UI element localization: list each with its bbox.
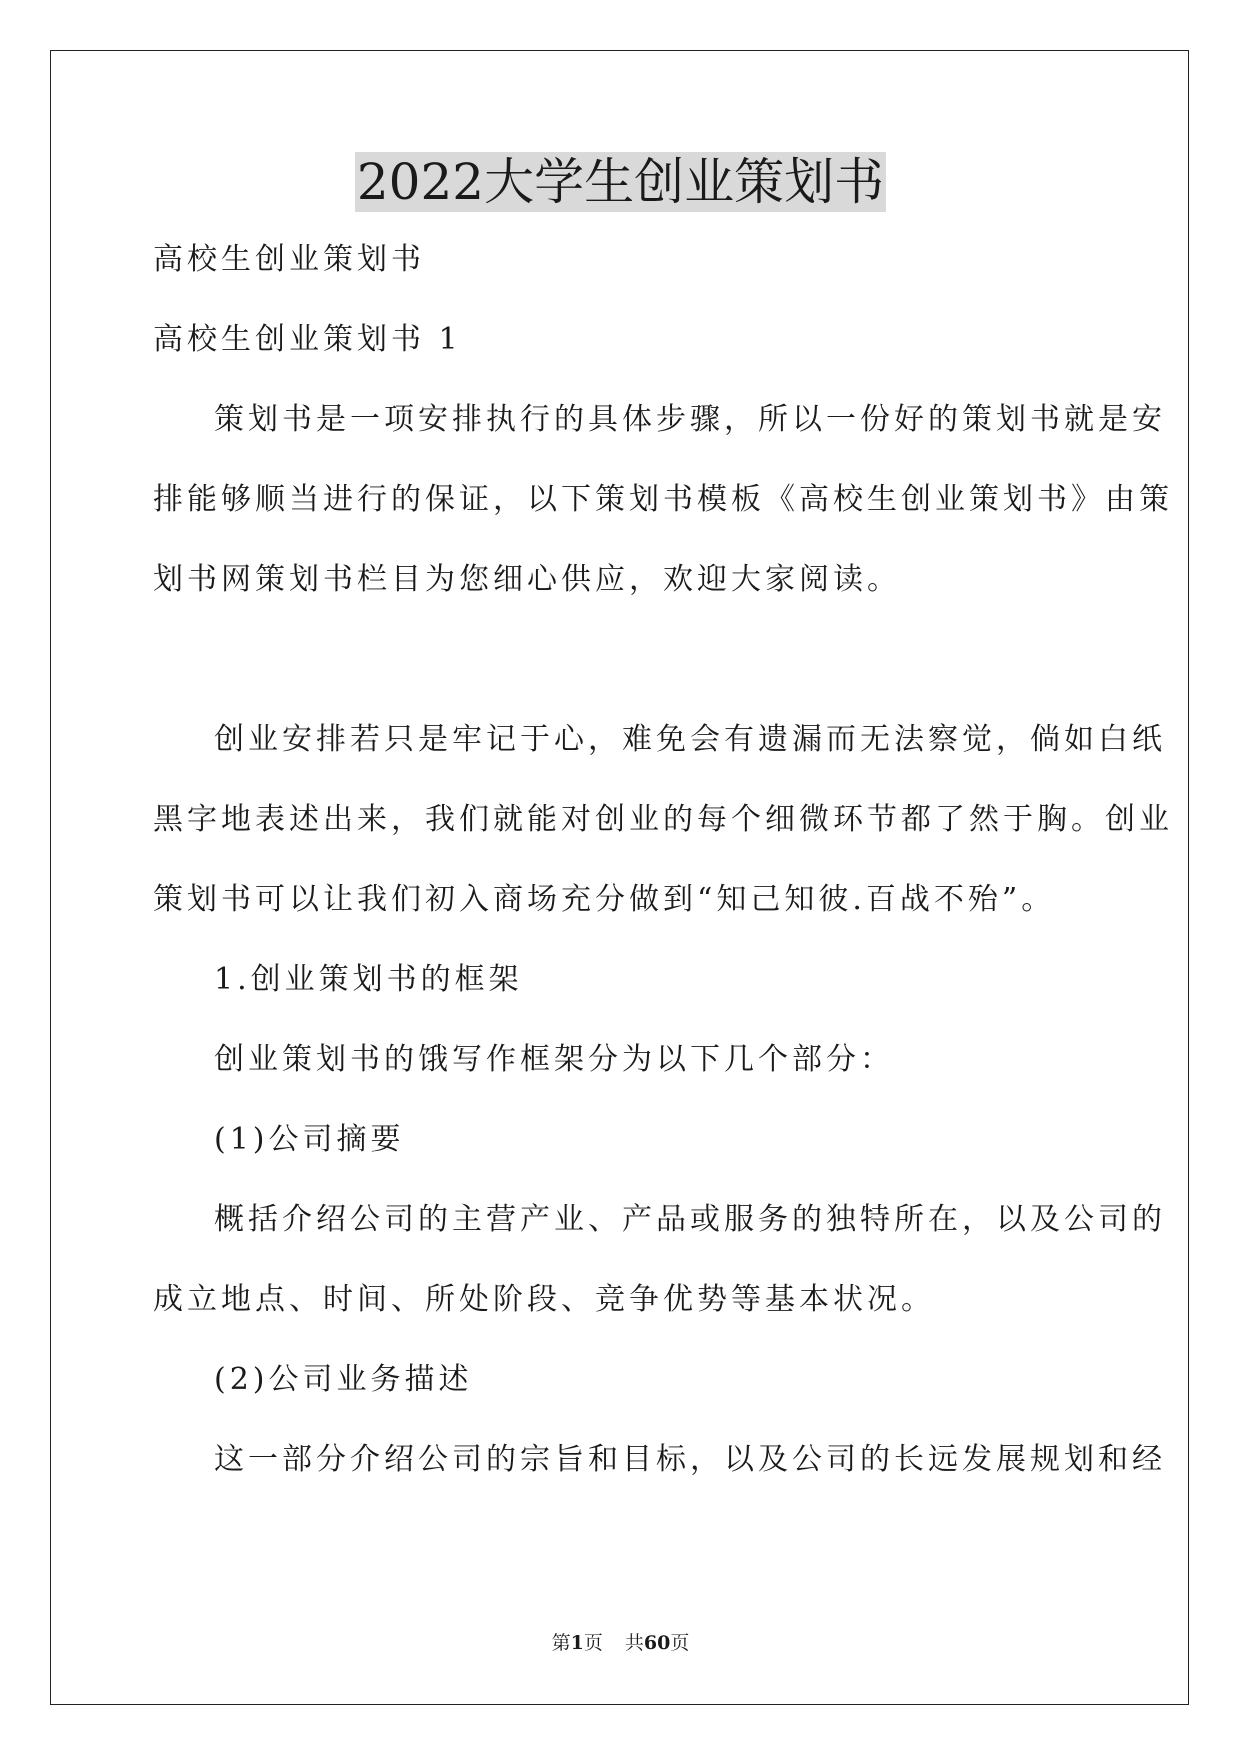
- total-suffix: 页: [670, 1632, 690, 1654]
- list-heading: 1.创业策划书的框架: [214, 962, 523, 997]
- paragraph-line: 排能够顺当进行的保证，以下策划书模板《高校生创业策划书》由策: [153, 482, 1173, 517]
- paragraph-line: 策划书是一项安排执行的具体步骤，所以一份好的策划书就是安: [214, 402, 1166, 437]
- paragraph-line: 成立地点、时间、所处阶段、竞争优势等基本状况。: [153, 1282, 935, 1317]
- page-number: 1: [570, 1632, 584, 1654]
- paragraph-line: 创业策划书的饿写作框架分为以下几个部分：: [214, 1042, 894, 1077]
- paragraph-line: 策划书可以让我们初入商场充分做到“知己知彼.百战不殆”。: [153, 882, 1056, 917]
- paragraph-line: 概括介绍公司的主营产业、产品或服务的独特所在，以及公司的: [214, 1202, 1166, 1237]
- total-prefix: 共: [624, 1632, 644, 1654]
- page-prefix: 第: [551, 1632, 571, 1654]
- title-container: [0, 152, 1241, 212]
- paragraph-line: 划书网策划书栏目为您细心供应，欢迎大家阅读。: [153, 562, 901, 597]
- list-heading: (2)公司业务描述: [214, 1362, 473, 1397]
- total-pages: 60: [643, 1632, 671, 1654]
- paragraph-line: 这一部分介绍公司的宗旨和目标，以及公司的长远发展规划和经: [214, 1442, 1166, 1477]
- paragraph-line: 黑字地表述出来，我们就能对创业的每个细微环节都了然于胸。创业: [153, 802, 1173, 837]
- subtitle: 高校生创业策划书: [153, 242, 425, 277]
- list-heading: (1)公司摘要: [214, 1122, 405, 1157]
- paragraph-line: 创业安排若只是牢记于心，难免会有遗漏而无法察觉，倘如白纸: [214, 722, 1166, 757]
- section-heading: 高校生创业策划书 1: [153, 322, 462, 357]
- page-footer: [0, 1631, 1241, 1655]
- page-suffix: 页: [583, 1632, 603, 1654]
- document-title: 2022大学生创业策划书: [356, 153, 885, 211]
